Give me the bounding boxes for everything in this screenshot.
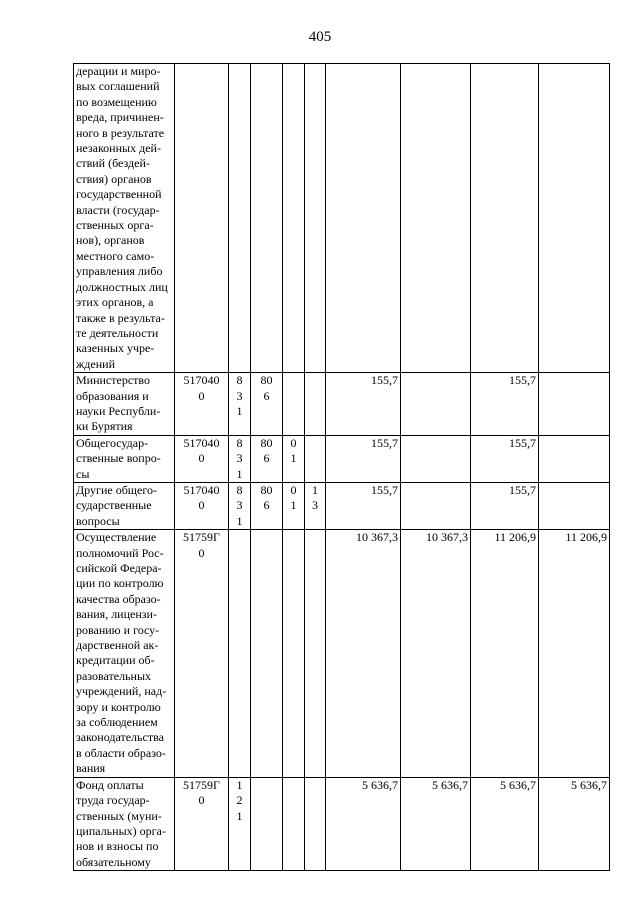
expense-type-cell: 8 3 1 (229, 482, 251, 529)
value-4-cell: 5 636,7 (539, 777, 610, 870)
expense-type-cell: 8 3 1 (229, 373, 251, 436)
value-3-cell: 155,7 (471, 373, 539, 436)
value-3-cell (471, 64, 539, 373)
value-4-cell: 11 206,9 (539, 530, 610, 778)
expense-type-cell (229, 64, 251, 373)
subsection-cell (305, 64, 326, 373)
value-4-cell (539, 373, 610, 436)
budget-table (73, 63, 610, 871)
value-1-cell: 155,7 (326, 435, 401, 482)
row-name-cell: Общегосудар- ственные вопро- сы (74, 435, 175, 482)
value-3-cell: 5 636,7 (471, 777, 539, 870)
expense-type-cell: 1 2 1 (229, 777, 251, 870)
ministry-code-cell: 80 6 (251, 435, 283, 482)
table-row (74, 777, 610, 870)
target-code-cell: 517040 0 (175, 435, 229, 482)
section-cell: 0 1 (283, 482, 305, 529)
value-3-cell: 155,7 (471, 435, 539, 482)
row-name-cell: Осуществление полномочий Рос- сийской Федера- ции по контролю качества образо- вания, лицензи- рованию и госу- дарственной ак- кредитации об- разовательных учреждений, над- зору и контролю за соблюдением законодательства в области образо- вания (74, 530, 175, 778)
section-cell (283, 373, 305, 436)
table-row (74, 373, 610, 436)
ministry-code-cell: 80 6 (251, 373, 283, 436)
subsection-cell (305, 777, 326, 870)
expense-type-cell (229, 530, 251, 778)
value-3-cell: 155,7 (471, 482, 539, 529)
section-cell: 0 1 (283, 435, 305, 482)
subsection-cell: 1 3 (305, 482, 326, 529)
value-4-cell (539, 64, 610, 373)
value-2-cell (401, 435, 471, 482)
row-name-cell: дерации и миро- вых соглашений по возмещению вреда, причинен- ного в результате незаконных дей- ствий (бездей- ствия) органов государственной власти (государ- ственных орга- нов), органов местного само- управления либо должностных лиц этих органов, а также в результа- те деятельности казенных учре- ждений (74, 64, 175, 373)
value-1-cell: 155,7 (326, 482, 401, 529)
value-2-cell (401, 482, 471, 529)
table-row (74, 435, 610, 482)
ministry-code-cell (251, 777, 283, 870)
target-code-cell: 51759Г 0 (175, 530, 229, 778)
value-3-cell: 11 206,9 (471, 530, 539, 778)
value-1-cell (326, 64, 401, 373)
value-1-cell: 5 636,7 (326, 777, 401, 870)
table-row (74, 482, 610, 529)
value-2-cell (401, 64, 471, 373)
target-code-cell: 517040 0 (175, 482, 229, 529)
section-cell (283, 64, 305, 373)
target-code-cell: 51759Г 0 (175, 777, 229, 870)
value-2-cell (401, 373, 471, 436)
value-2-cell: 10 367,3 (401, 530, 471, 778)
ministry-code-cell: 80 6 (251, 482, 283, 529)
page-number: 405 (308, 29, 332, 45)
ministry-code-cell (251, 530, 283, 778)
subsection-cell (305, 435, 326, 482)
row-name-cell: Фонд оплаты труда государ- ственных (муни- ципальных) орга- нов и взносы по обязательному (74, 777, 175, 870)
value-4-cell (539, 482, 610, 529)
row-name-cell: Министерство образования и науки Республи- ки Бурятия (74, 373, 175, 436)
value-2-cell: 5 636,7 (401, 777, 471, 870)
section-cell (283, 777, 305, 870)
table-row (74, 64, 610, 373)
expense-type-cell: 8 3 1 (229, 435, 251, 482)
value-1-cell: 10 367,3 (326, 530, 401, 778)
subsection-cell (305, 530, 326, 778)
table-row (74, 530, 610, 778)
subsection-cell (305, 373, 326, 436)
value-1-cell: 155,7 (326, 373, 401, 436)
section-cell (283, 530, 305, 778)
target-code-cell: 517040 0 (175, 373, 229, 436)
row-name-cell: Другие общего- сударственные вопросы (74, 482, 175, 529)
ministry-code-cell (251, 64, 283, 373)
target-code-cell (175, 64, 229, 373)
value-4-cell (539, 435, 610, 482)
